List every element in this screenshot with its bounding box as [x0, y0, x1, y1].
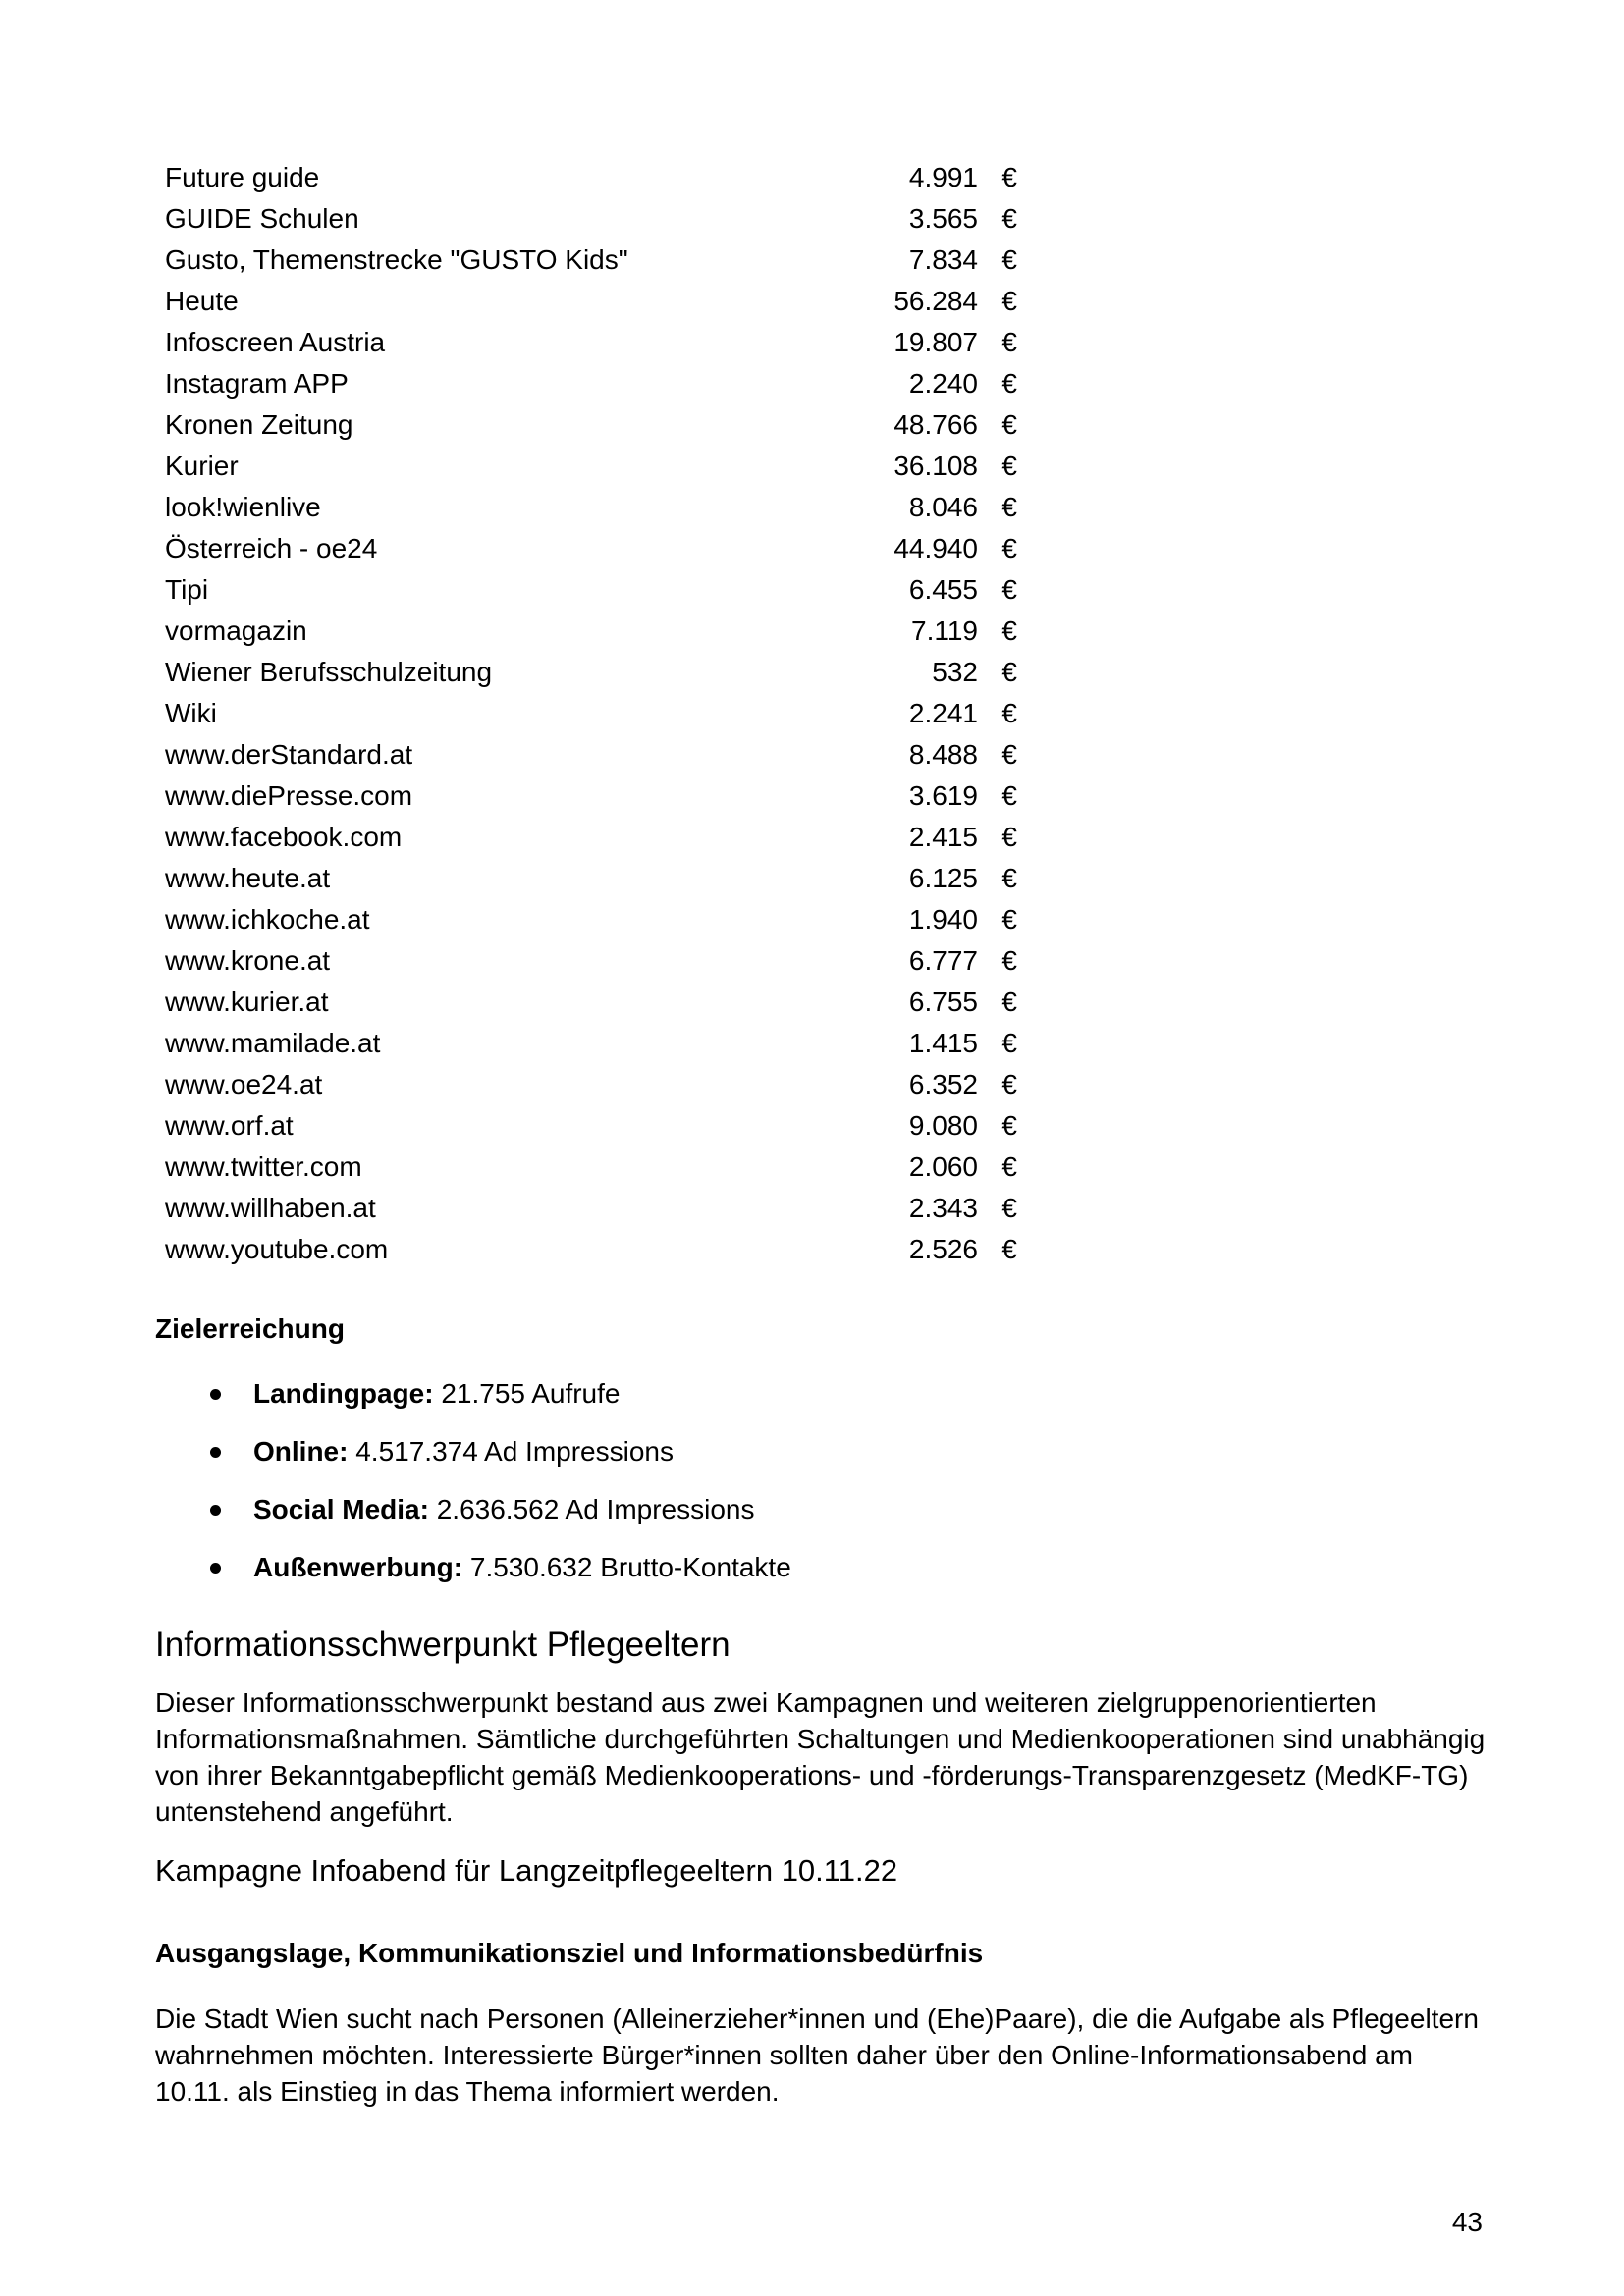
table-row	[165, 734, 1029, 775]
table-row	[165, 157, 1029, 198]
row-amount: 1.940	[908, 904, 978, 934]
row-currency: €	[1001, 780, 1017, 811]
row-medium-name: Future guide	[165, 162, 320, 192]
row-currency: €	[1001, 409, 1017, 440]
table-row	[165, 1105, 1029, 1147]
row-medium-name: vormagazin	[165, 615, 307, 646]
row-amount: 3.565	[908, 203, 978, 234]
table-row	[165, 281, 1029, 322]
table-row	[165, 652, 1029, 693]
row-amount: 7.119	[911, 615, 978, 646]
row-amount: 36.108	[893, 451, 978, 481]
row-currency: €	[1001, 904, 1017, 934]
row-medium-name: Tipi	[165, 574, 209, 605]
row-medium-name: www.orf.at	[165, 1110, 294, 1141]
row-medium-name: Kurier	[165, 451, 239, 481]
table-row	[165, 1064, 1029, 1105]
row-medium-name: GUIDE Schulen	[165, 203, 359, 234]
row-amount: 2.526	[908, 1234, 978, 1264]
row-currency: €	[1001, 1151, 1017, 1182]
row-currency: €	[1001, 327, 1017, 357]
table-row	[165, 240, 1029, 281]
row-currency: €	[1001, 987, 1017, 1017]
row-currency: €	[1001, 1193, 1017, 1223]
row-amount: 4.991	[908, 162, 978, 192]
row-amount: 19.807	[893, 327, 978, 357]
list-item-label: Außenwerbung:	[253, 1552, 463, 1582]
row-amount: 6.125	[908, 863, 978, 893]
list-item	[206, 1374, 1286, 1432]
row-medium-name: www.kurier.at	[165, 987, 329, 1017]
body-paragraph: Die Stadt Wien sucht nach Personen (Alleinerzieher*innen und (Ehe)Paare), die die Aufgabe als Pflegeeltern wahrnehmen möchten. Interessierte Bürger*innen sollten daher über den Online-Informationsabend am 10.11. als Einstieg in das Thema informiert werden.	[155, 2003, 1479, 2107]
row-amount: 44.940	[893, 533, 978, 563]
row-currency: €	[1001, 1234, 1017, 1264]
row-medium-name: www.ichkoche.at	[165, 904, 370, 934]
row-currency: €	[1001, 492, 1017, 522]
table-row	[165, 404, 1029, 446]
table-row	[165, 363, 1029, 404]
subheading: Ausgangslage, Kommunikationsziel und Informationsbedürfnis	[155, 1938, 984, 1968]
row-amount: 6.755	[908, 987, 978, 1017]
row-amount: 2.343	[908, 1193, 978, 1223]
row-currency: €	[1001, 1069, 1017, 1099]
section-intro-paragraph: Dieser Informationsschwerpunkt bestand aus zwei Kampagnen und weiteren zielgruppenorientierten Informationsmaßnahmen. Sämtliche durchgeführten Schaltungen und Medienkooperationen sind unabhängig von ihrer Bekanntgabepflicht gemäß Medienkooperations- und -förderungs-Transparenzgesetz (MedKF-TG) untenstehend angeführt.	[155, 1687, 1486, 1827]
list-item	[206, 1548, 1286, 1606]
row-medium-name: look!wienlive	[165, 492, 321, 522]
row-medium-name: www.mamilade.at	[165, 1028, 381, 1058]
table-row	[165, 940, 1029, 982]
row-medium-name: Österreich - oe24	[165, 533, 378, 563]
row-currency: €	[1001, 1028, 1017, 1058]
table-row	[165, 446, 1029, 487]
row-medium-name: Heute	[165, 286, 239, 316]
row-medium-name: Wiener Berufsschulzeitung	[165, 657, 493, 687]
bullet-icon	[210, 1447, 221, 1458]
row-medium-name: www.derStandard.at	[165, 739, 413, 770]
cost-table	[165, 157, 1029, 1270]
list-item-label: Social Media:	[253, 1494, 429, 1524]
row-currency: €	[1001, 533, 1017, 563]
table-row	[165, 982, 1029, 1023]
bullet-icon	[210, 1389, 221, 1400]
table-row	[165, 1229, 1029, 1270]
row-currency: €	[1001, 822, 1017, 852]
row-amount: 6.455	[908, 574, 978, 605]
zielerreichung-heading: Zielerreichung	[155, 1313, 345, 1344]
bullet-icon	[210, 1505, 221, 1516]
row-medium-name: www.facebook.com	[165, 822, 403, 852]
row-medium-name: Kronen Zeitung	[165, 409, 353, 440]
table-row	[165, 198, 1029, 240]
list-item-label: Landingpage:	[253, 1378, 434, 1409]
bullet-icon	[210, 1563, 221, 1574]
row-currency: €	[1001, 286, 1017, 316]
list-item	[206, 1432, 1286, 1490]
list-item-value: 2.636.562 Ad Impressions	[428, 1494, 755, 1524]
row-medium-name: Instagram APP	[165, 368, 349, 399]
row-currency: €	[1001, 863, 1017, 893]
table-row	[165, 899, 1029, 940]
row-medium-name: www.youtube.com	[165, 1234, 389, 1264]
row-amount: 2.415	[908, 822, 978, 852]
row-currency: €	[1001, 368, 1017, 399]
table-row	[165, 487, 1029, 528]
row-amount: 7.834	[908, 244, 978, 275]
row-medium-name: www.heute.at	[165, 863, 331, 893]
row-currency: €	[1001, 739, 1017, 770]
row-currency: €	[1001, 657, 1017, 687]
row-currency: €	[1001, 244, 1017, 275]
row-currency: €	[1001, 574, 1017, 605]
list-item-value: 7.530.632 Brutto-Kontakte	[462, 1552, 791, 1582]
list-item	[206, 1490, 1286, 1548]
row-currency: €	[1001, 698, 1017, 728]
table-row	[165, 817, 1029, 858]
row-amount: 2.060	[908, 1151, 978, 1182]
table-row	[165, 775, 1029, 817]
row-currency: €	[1001, 162, 1017, 192]
row-amount: 56.284	[893, 286, 978, 316]
row-amount: 48.766	[893, 409, 978, 440]
page-number: 43	[1451, 2207, 1483, 2237]
row-amount: 3.619	[908, 780, 978, 811]
row-amount: 6.777	[908, 945, 978, 976]
list-item-label: Online:	[253, 1436, 349, 1467]
table-row	[165, 611, 1029, 652]
table-row	[165, 1188, 1029, 1229]
row-currency: €	[1001, 203, 1017, 234]
table-row	[165, 693, 1029, 734]
row-medium-name: www.twitter.com	[165, 1151, 362, 1182]
table-row	[165, 528, 1029, 569]
row-amount: 6.352	[908, 1069, 978, 1099]
row-medium-name: Gusto, Themenstrecke "GUSTO Kids"	[165, 244, 628, 275]
row-amount: 8.046	[908, 492, 978, 522]
table-row	[165, 1147, 1029, 1188]
zielerreichung-list	[206, 1374, 1286, 1606]
row-medium-name: www.krone.at	[165, 945, 331, 976]
row-medium-name: Infoscreen Austria	[165, 327, 386, 357]
row-amount: 1.415	[908, 1028, 978, 1058]
list-item-value: 4.517.374 Ad Impressions	[348, 1436, 674, 1467]
row-currency: €	[1001, 615, 1017, 646]
row-amount: 2.241	[908, 698, 978, 728]
row-currency: €	[1001, 1110, 1017, 1141]
row-currency: €	[1001, 451, 1017, 481]
table-row	[165, 858, 1029, 899]
row-currency: €	[1001, 945, 1017, 976]
row-medium-name: www.willhaben.at	[165, 1193, 376, 1223]
table-row	[165, 1023, 1029, 1064]
table-row	[165, 569, 1029, 611]
campaign-title: Kampagne Infoabend für Langzeitpflegeeltern 10.11.22	[155, 1853, 898, 1888]
row-amount: 532	[932, 657, 978, 687]
row-medium-name: www.oe24.at	[165, 1069, 323, 1099]
list-item-value: 21.755 Aufrufe	[433, 1378, 621, 1409]
table-row	[165, 322, 1029, 363]
row-medium-name: Wiki	[165, 698, 217, 728]
section-title: Informationsschwerpunkt Pflegeeltern	[155, 1626, 731, 1664]
row-medium-name: www.diePresse.com	[165, 780, 413, 811]
row-amount: 9.080	[908, 1110, 978, 1141]
row-amount: 8.488	[908, 739, 978, 770]
row-amount: 2.240	[908, 368, 978, 399]
